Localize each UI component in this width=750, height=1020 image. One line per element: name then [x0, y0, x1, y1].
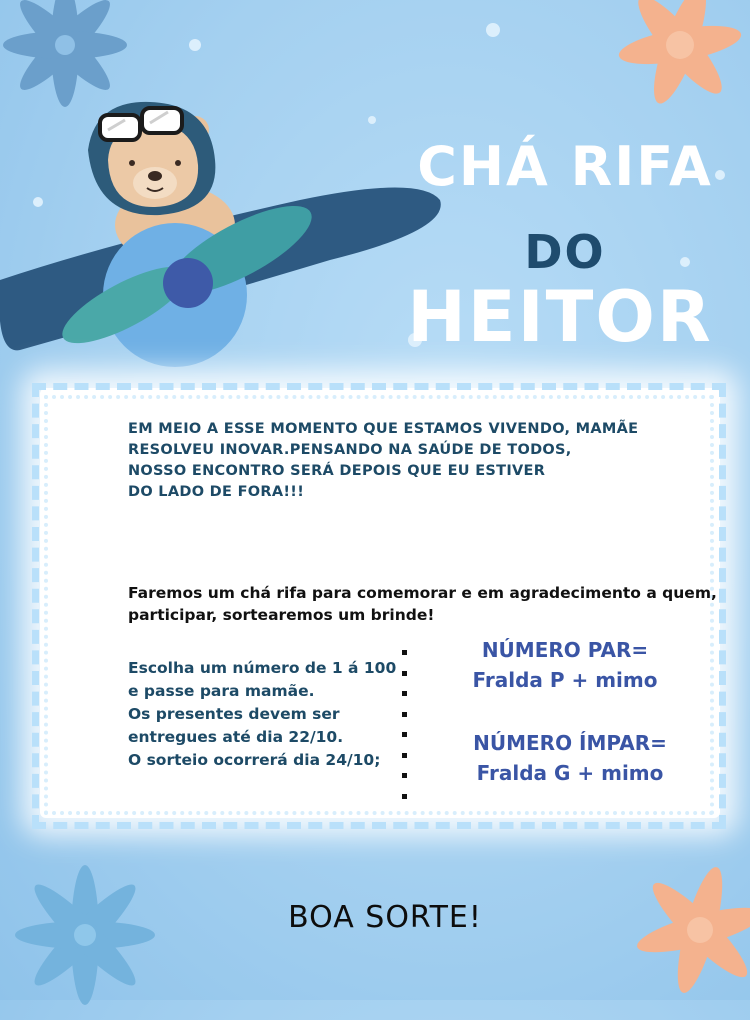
- rules-line: e passe para mamãe.: [128, 682, 315, 700]
- title-line-3: HEITOR: [407, 276, 713, 358]
- rules-line: Os presentes devem ser: [128, 705, 340, 723]
- intro-line: EM MEIO A ESSE MOMENTO QUE ESTAMOS VIVENDO, MAMÃE: [128, 421, 639, 437]
- even-prize-label: NÚMERO PAR=: [481, 638, 649, 662]
- title-line-1: CHÁ RIFA: [417, 135, 713, 198]
- bear-pilot-airplane-illustration: [0, 90, 450, 370]
- odd-number-prize: [470, 728, 670, 788]
- intro-line: RESOLVEU INOVAR.PENSANDO NA SAÚDE DE TODOS,: [128, 442, 572, 458]
- dotted-divider: [402, 650, 412, 814]
- paragraph-line: Faremos um chá rifa para comemorar e em agradecimento a quem,: [128, 584, 717, 602]
- intro-line: DO LADO DE FORA!!!: [128, 484, 305, 500]
- rules-line: Escolha um número de 1 á 100: [128, 659, 397, 677]
- odd-prize-item: Fralda G + mimo: [476, 761, 664, 785]
- intro-line: NOSSO ENCONTRO SERÁ DEPOIS QUE EU ESTIVER: [128, 463, 546, 479]
- odd-prize-label: NÚMERO ÍMPAR=: [473, 731, 667, 755]
- flower-icon-bottom-right: [590, 830, 750, 1010]
- closing-text: BOA SORTE!: [288, 900, 482, 935]
- flower-icon-bottom-left: [0, 820, 210, 1020]
- intro-text: [128, 419, 688, 503]
- paragraph-line: participar, sortearemos um brinde!: [128, 606, 435, 624]
- even-number-prize: [470, 635, 660, 695]
- rules-line: O sorteio ocorrerá dia 24/10;: [128, 751, 381, 769]
- announcement-paragraph: [128, 582, 717, 626]
- rules-text: [128, 657, 398, 772]
- bear-head: [88, 102, 215, 215]
- rules-line: entregues até dia 22/10.: [128, 728, 344, 746]
- even-prize-item: Fralda P + mimo: [472, 668, 658, 692]
- title-line-2: DO: [524, 225, 606, 279]
